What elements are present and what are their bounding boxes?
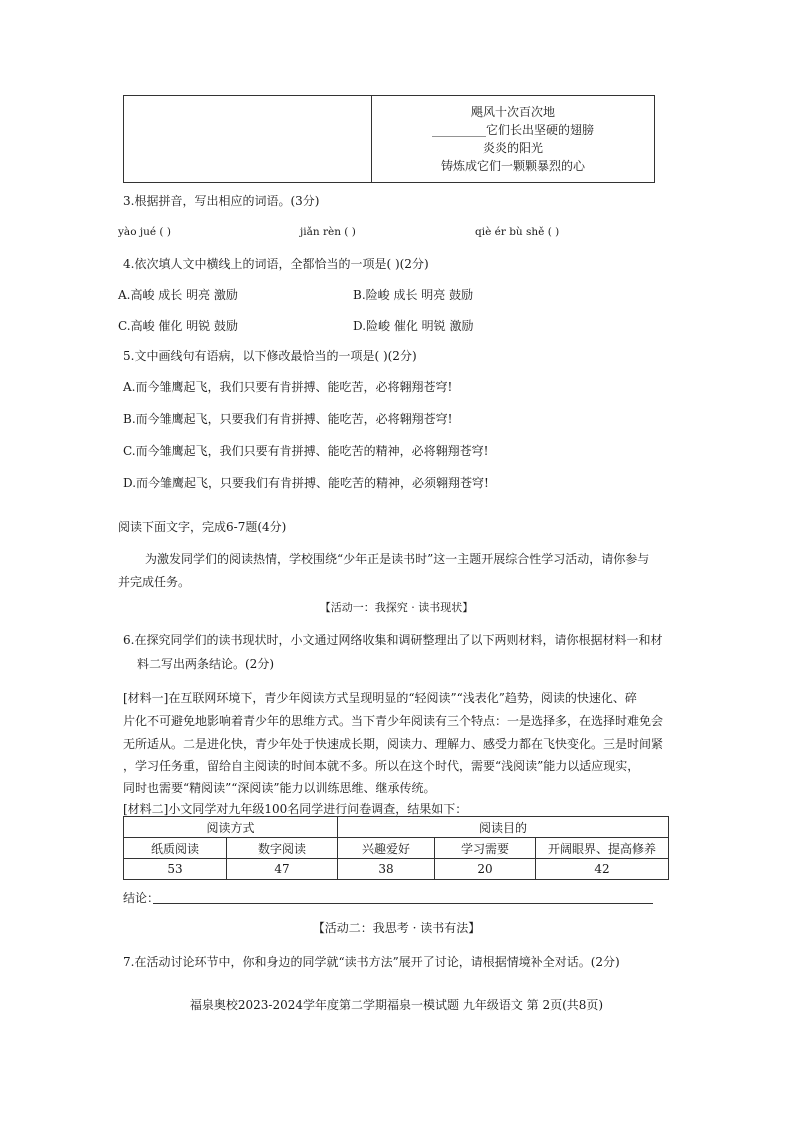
table-cell: 42 [536, 859, 669, 880]
reading-paragraph: 并完成任务。 [118, 575, 191, 589]
material-one-line: 同时也需要“精阅读”“深阅读”能力以训练思维、继承传统。 [123, 781, 436, 795]
table-cell: 38 [338, 859, 435, 880]
poem-line: 飓风十次百次地 [470, 105, 555, 119]
table-group-header: 阅读方式 [124, 817, 338, 838]
reading-intro: 阅读下面文字，完成6-7题(4分) [118, 520, 287, 534]
q5-option-d: D.而今雏鹰起飞，只要我们有肯拼搏、能吃苦的精神，必须翱翔苍穹! [123, 476, 489, 490]
poem-line: 炎炎的阳光 [482, 141, 543, 155]
reading-paragraph: 为激发同学们的阅读热情，学校围绕“少年正是读书时”这一主题开展综合性学习活动，请你参与 [145, 552, 650, 566]
q4-option-d: D.险峻 催化 明锐 激励 [353, 319, 474, 333]
survey-table [123, 816, 669, 880]
q4-option-b: B.险峻 成长 明亮 鼓励 [353, 288, 474, 302]
table-column-header: 纸质阅读 [124, 838, 227, 859]
q6-text: 料二写出两条结论。(2分) [137, 657, 274, 671]
poem-line: 铸炼成它们一颗颗暴烈的心 [440, 159, 585, 173]
table-row [124, 859, 669, 880]
material-two-intro: [材料二]小文同学对九年级100名同学进行问卷调查，结果如下： [123, 802, 468, 816]
q7-text: 7.在活动讨论环节中，你和身边的同学就“读书方法”展开了讨论，请根据情境补全对话。(2分) [123, 955, 620, 969]
conclusion-label: 结论： [123, 891, 160, 905]
poem-table-poem-cell [372, 96, 655, 183]
material-one-line: [材料一]在互联网环境下，青少年阅读方式呈现明显的“轻阅读”“浅表化”趋势，阅读的快速化、碎 [123, 691, 637, 705]
material-one-line: ，学习任务重，留给自主阅读的时间本就不多。所以在这个时代，需要“浅阅读”能力以适应现实， [123, 759, 640, 773]
q5-option-b: B.而今雏鹰起飞，只要我们有肯拼搏、能吃苦，必将翱翔苍穹! [123, 412, 453, 426]
q3-title: 3.根据拼音，写出相应的词语。(3分) [123, 194, 320, 208]
q5-option-a: A.而今雏鹰起飞，我们只要有肯拼搏、能吃苦，必将翱翔苍穹! [123, 380, 453, 394]
material-one-line: 片化不可避免地影响着青少年的思维方式。当下青少年阅读有三个特点：一是选择多，在选择时难免会 [123, 714, 664, 728]
q6-text: 6.在探究同学们的读书现状时，小文通过网络收集和调研整理出了以下两则材料，请你根据材料一和材 [123, 633, 663, 647]
q3-item: yào jué ( ) [118, 226, 171, 238]
table-cell: 53 [124, 859, 227, 880]
activity-one-heading: 【活动一：我探究 · 读书现状】 [319, 601, 474, 614]
table-group-header: 阅读目的 [338, 817, 669, 838]
table-column-header: 学习需要 [435, 838, 536, 859]
q3-item: qiè ér bù shě ( ) [475, 226, 560, 238]
page-footer: 福泉奥校2023-2024学年度第二学期福泉一模试题 九年级语文 第 2页(共8页) [189, 998, 604, 1012]
table-column-header: 开阔眼界、提高修养 [536, 838, 669, 859]
q4-option-c: C.高峻 催化 明锐 鼓励 [118, 319, 239, 333]
q5-option-c: C.而今雏鹰起飞，我们只要有肯拼搏、能吃苦的精神，必将翱翔苍穹! [123, 444, 489, 458]
table-cell: 47 [227, 859, 338, 880]
activity-two-heading: 【活动二：我思考 · 读书有法】 [312, 921, 481, 935]
q4-title: 4.依次填人文中横线上的词语，全都恰当的一项是( )(2分) [123, 257, 429, 271]
poem-line: _________它们长出坚硬的翅膀 [431, 123, 594, 137]
poem-table [123, 95, 655, 183]
table-cell: 20 [435, 859, 536, 880]
table-header-row [124, 838, 669, 859]
poem-table-empty-cell [124, 96, 372, 183]
q4-option-a: A.高峻 成长 明亮 激励 [118, 288, 238, 302]
q5-title: 5.文中画线句有语病，以下修改最恰当的一项是( )(2分) [123, 349, 417, 363]
table-column-header: 数字阅读 [227, 838, 338, 859]
q3-item: jiǎn rèn ( ) [300, 226, 356, 238]
table-header-row [124, 817, 669, 838]
conclusion-answer-line[interactable] [153, 903, 653, 904]
material-one-line: 无所适从。二是进化快，青少年处于快速成长期，阅读力、理解力、感受力都在飞快变化。三是时间紧 [123, 737, 664, 751]
table-column-header: 兴趣爱好 [338, 838, 435, 859]
